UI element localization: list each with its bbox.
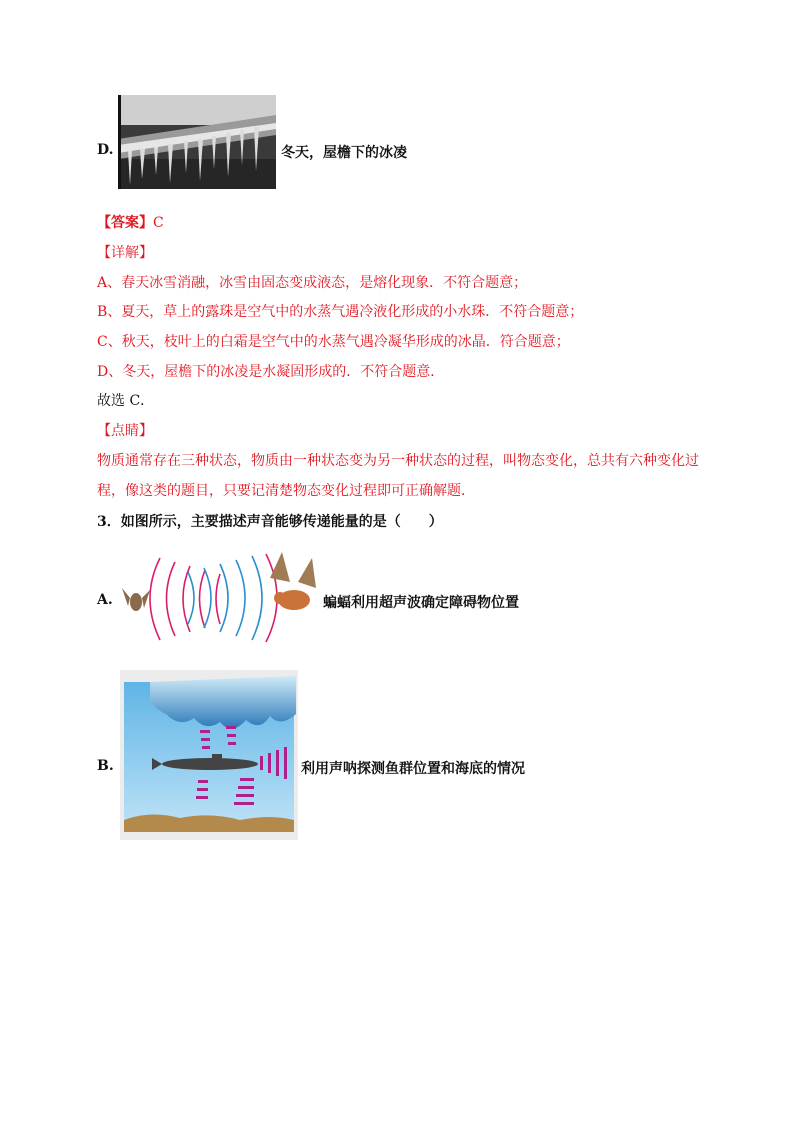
option-d-caption: 冬天，屋檐下的冰凌 <box>281 145 407 161</box>
comment-tag: 【点睛】 <box>97 423 153 439</box>
icicle-photo <box>118 95 276 189</box>
sonar-diagram <box>120 670 298 840</box>
option-a-letter: A. <box>97 592 113 608</box>
comment-line-1: 物质通常存在三种状态，物质由一种状态变为另一种状态的过程，叫物态变化，总共有六种变化过 <box>97 453 699 469</box>
question-3-stem: 3．如图所示，主要描述声音能够传递能量的是（ ） <box>97 514 443 530</box>
explanation-line-c: C、秋天，枝叶上的白霜是空气中的水蒸气遇冷凝华形成的冰晶．符合题意； <box>97 334 570 350</box>
option-d-letter: D. <box>97 142 114 158</box>
explanation-line-d: D、冬天，屋檐下的冰凌是水凝固形成的．不符合题意． <box>97 364 445 380</box>
comment-line-2: 程，像这类的题目，只要记清楚物态变化过程即可正确解题． <box>97 483 475 499</box>
answer-value: C <box>153 215 164 231</box>
explanation-conclusion: 故选 C． <box>97 393 155 409</box>
option-b-letter: B. <box>97 758 114 774</box>
explanation-tag: 【详解】 <box>97 245 153 261</box>
explanation-line-a: A、春天冰雪消融，冰雪由固态变成液态，是熔化现象．不符合题意； <box>97 275 528 291</box>
bat-echolocation-diagram <box>120 548 320 648</box>
answer-tag: 【答案】 <box>97 215 153 231</box>
option-b-caption: 利用声呐探测鱼群位置和海底的情况 <box>301 761 525 777</box>
explanation-line-b: B、夏天，草上的露珠是空气中的水蒸气遇冷液化形成的小水珠．不符合题意； <box>97 304 584 320</box>
answer-line <box>97 212 164 232</box>
option-a-caption: 蝙蝠利用超声波确定障碍物位置 <box>323 595 519 611</box>
